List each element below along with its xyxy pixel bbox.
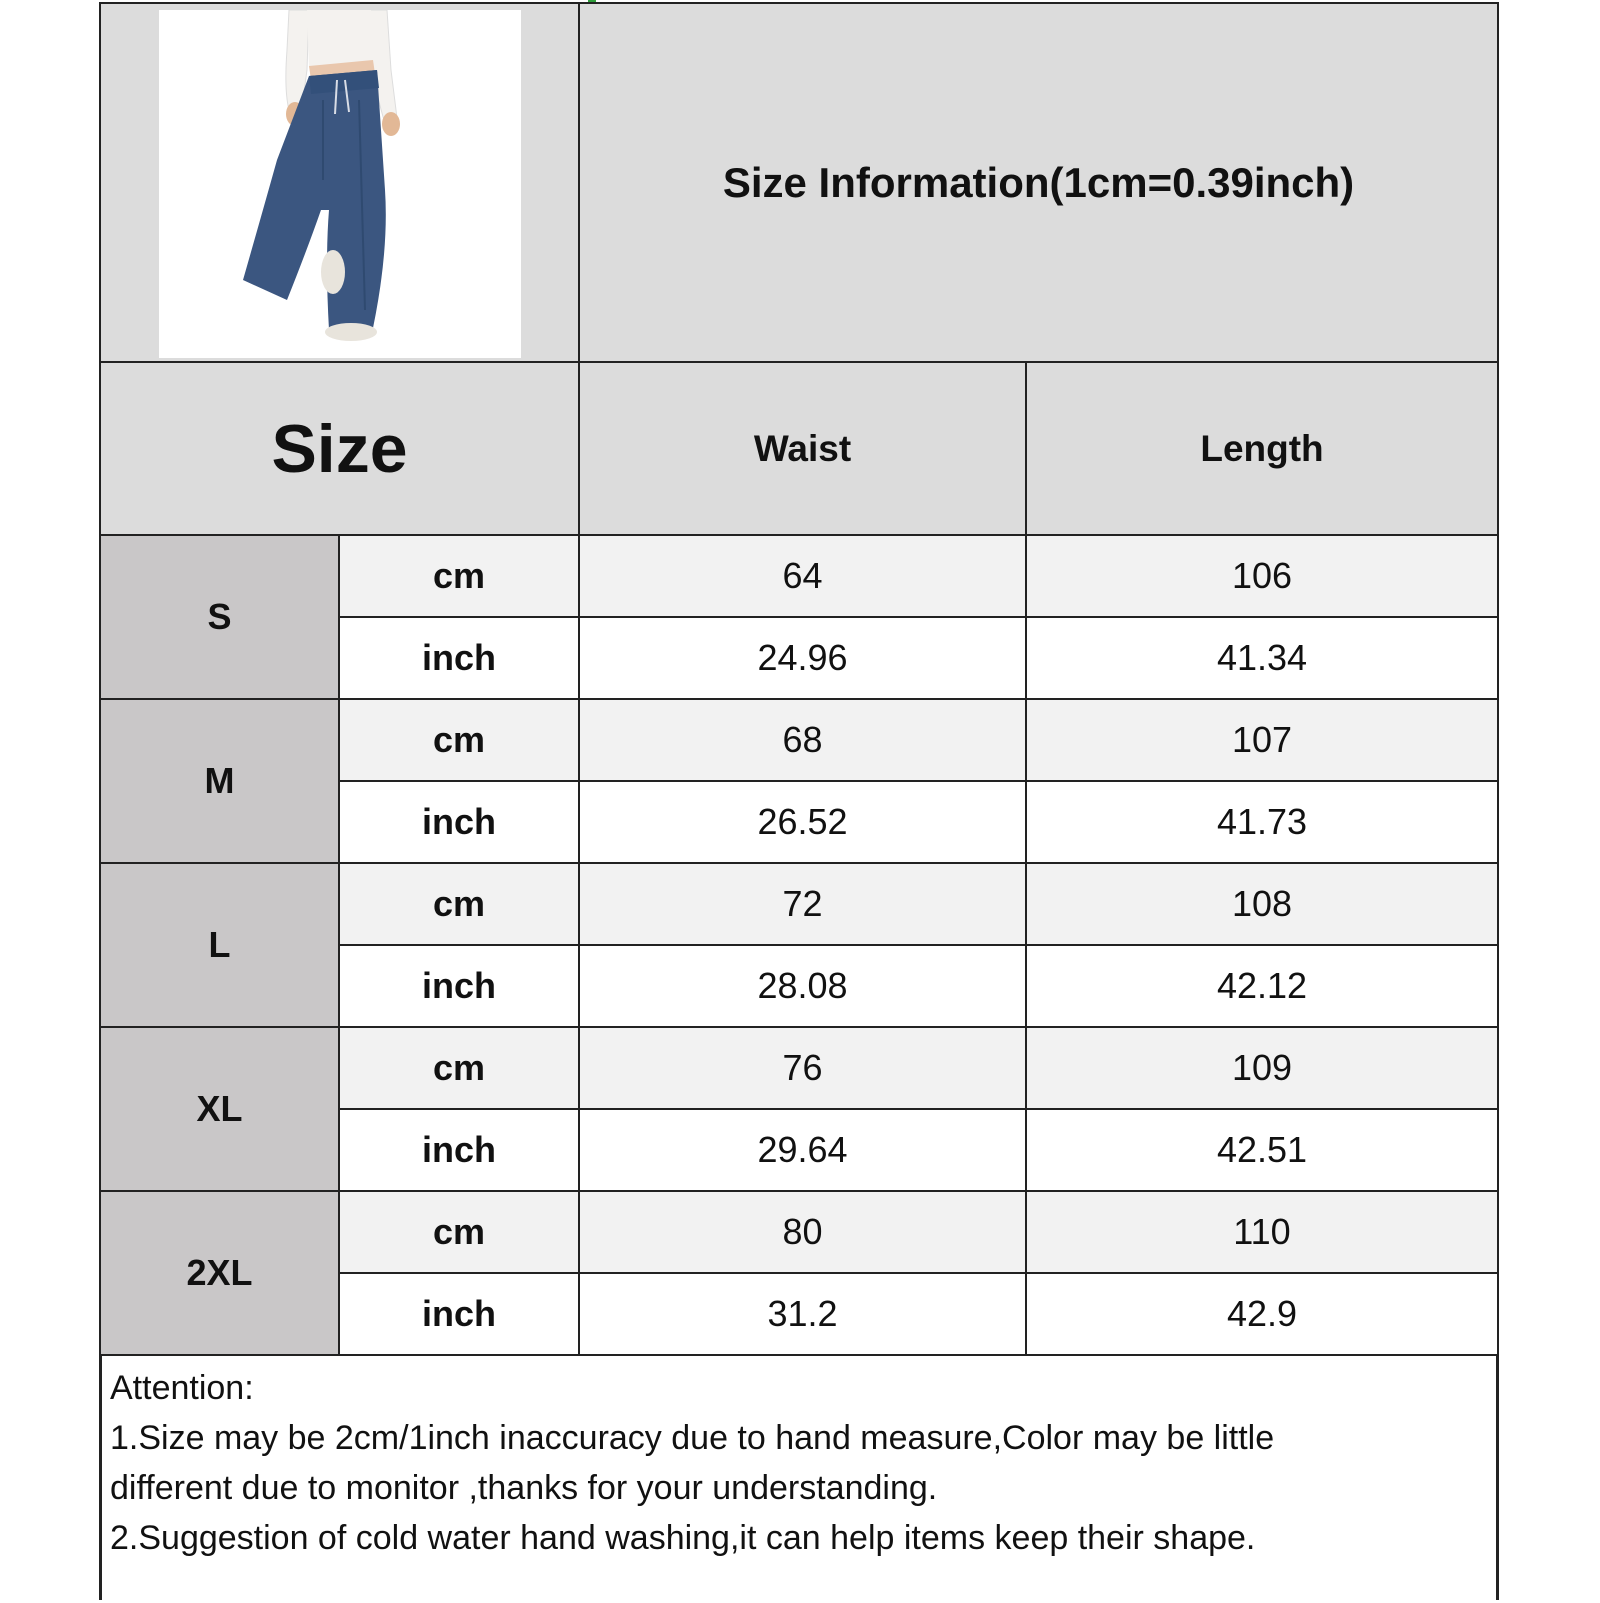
page-title: Size Information(1cm=0.39inch) bbox=[722, 158, 1355, 206]
unit-cell bbox=[338, 698, 580, 782]
length-value-cell-text: 110 bbox=[1233, 1211, 1291, 1252]
model-wearing-pants-image bbox=[159, 10, 521, 358]
product-photo bbox=[159, 10, 521, 358]
unit-cell-text: inch bbox=[421, 1129, 496, 1170]
attention-line-2: different due to monitor ,thanks for your understanding. bbox=[110, 1469, 938, 1507]
waist-value-cell-text: 64 bbox=[782, 555, 823, 596]
attention-heading: Attention: bbox=[110, 1369, 254, 1407]
length-value-cell bbox=[1025, 1190, 1499, 1274]
unit-cell bbox=[338, 1272, 580, 1356]
length-value-cell-text: 109 bbox=[1231, 1047, 1293, 1088]
size-label-cell-text: S bbox=[207, 596, 232, 637]
unit-cell-text: cm bbox=[432, 719, 486, 760]
length-value-cell-text: 106 bbox=[1231, 555, 1293, 596]
waist-value-cell bbox=[578, 1026, 1027, 1110]
length-value-cell-text: 107 bbox=[1231, 719, 1293, 760]
length-value-cell bbox=[1025, 780, 1499, 864]
size-label-cell bbox=[99, 698, 340, 864]
waist-value-cell-text: 76 bbox=[782, 1047, 823, 1088]
length-value-cell-text: 42.12 bbox=[1216, 965, 1308, 1006]
size-information-title bbox=[578, 2, 1499, 363]
length-value-cell-text: 42.51 bbox=[1216, 1129, 1308, 1170]
waist-value-cell-text: 26.52 bbox=[757, 801, 848, 842]
waist-value-cell-text: 80 bbox=[782, 1211, 823, 1252]
waist-value-cell-text: 29.64 bbox=[757, 1129, 848, 1170]
length-value-cell bbox=[1025, 534, 1499, 618]
waist-value-cell-text: 68 bbox=[782, 719, 823, 760]
unit-cell-text: inch bbox=[421, 965, 496, 1006]
size-label-cell-text: L bbox=[208, 924, 231, 965]
size-label-cell-text: XL bbox=[196, 1088, 243, 1129]
waist-value-cell bbox=[578, 944, 1027, 1028]
length-value-cell-text: 41.73 bbox=[1216, 801, 1308, 842]
waist-column-header bbox=[578, 361, 1027, 536]
size-column-header bbox=[99, 361, 580, 536]
unit-cell bbox=[338, 944, 580, 1028]
unit-cell-text: inch bbox=[421, 637, 496, 678]
unit-cell bbox=[338, 616, 580, 700]
unit-cell bbox=[338, 534, 580, 618]
length-value-cell-text: 41.34 bbox=[1216, 637, 1308, 678]
unit-cell-text: cm bbox=[432, 1211, 486, 1252]
waist-header-label: Waist bbox=[753, 427, 852, 469]
unit-cell-text: cm bbox=[432, 883, 486, 924]
waist-value-cell bbox=[578, 780, 1027, 864]
unit-cell bbox=[338, 1190, 580, 1274]
attention-line-1: 1.Size may be 2cm/1inch inaccuracy due to hand measure,Color may be little bbox=[110, 1419, 1275, 1457]
length-header-label: Length bbox=[1200, 427, 1324, 469]
size-label-cell-text: M bbox=[204, 760, 235, 801]
unit-cell-text: inch bbox=[421, 1293, 496, 1334]
size-label-cell bbox=[99, 534, 340, 700]
product-photo-cell bbox=[99, 2, 580, 363]
waist-value-cell bbox=[578, 1190, 1027, 1274]
unit-cell-text: cm bbox=[432, 555, 486, 596]
size-header-label: Size bbox=[271, 410, 408, 487]
waist-value-cell bbox=[578, 1108, 1027, 1192]
length-value-cell bbox=[1025, 698, 1499, 782]
size-label-cell-text: 2XL bbox=[186, 1252, 253, 1293]
waist-value-cell bbox=[578, 616, 1027, 700]
size-label-cell bbox=[99, 862, 340, 1028]
waist-value-cell bbox=[578, 862, 1027, 946]
length-value-cell bbox=[1025, 1272, 1499, 1356]
unit-cell-text: inch bbox=[421, 801, 496, 842]
unit-cell bbox=[338, 1026, 580, 1110]
length-column-header bbox=[1025, 361, 1499, 536]
length-value-cell bbox=[1025, 944, 1499, 1028]
attention-line-3: 2.Suggestion of cold water hand washing,it can help items keep their shape. bbox=[110, 1519, 1256, 1557]
unit-cell-text: cm bbox=[432, 1047, 486, 1088]
length-value-cell bbox=[1025, 1026, 1499, 1110]
unit-cell bbox=[338, 1108, 580, 1192]
waist-value-cell-text: 72 bbox=[782, 883, 823, 924]
waist-value-cell bbox=[578, 534, 1027, 618]
size-label-cell bbox=[99, 1026, 340, 1192]
attention-notes bbox=[102, 1359, 1502, 1603]
size-chart bbox=[99, 2, 1499, 1600]
unit-cell bbox=[338, 862, 580, 946]
waist-value-cell-text: 28.08 bbox=[757, 965, 848, 1006]
length-value-cell bbox=[1025, 862, 1499, 946]
waist-value-cell-text: 24.96 bbox=[757, 637, 848, 678]
size-label-cell bbox=[99, 1190, 340, 1356]
waist-value-cell-text: 31.2 bbox=[767, 1293, 838, 1334]
length-value-cell bbox=[1025, 1108, 1499, 1192]
length-value-cell-text: 108 bbox=[1231, 883, 1293, 924]
length-value-cell bbox=[1025, 616, 1499, 700]
length-value-cell-text: 42.9 bbox=[1226, 1293, 1298, 1334]
waist-value-cell bbox=[578, 698, 1027, 782]
waist-value-cell bbox=[578, 1272, 1027, 1356]
unit-cell bbox=[338, 780, 580, 864]
